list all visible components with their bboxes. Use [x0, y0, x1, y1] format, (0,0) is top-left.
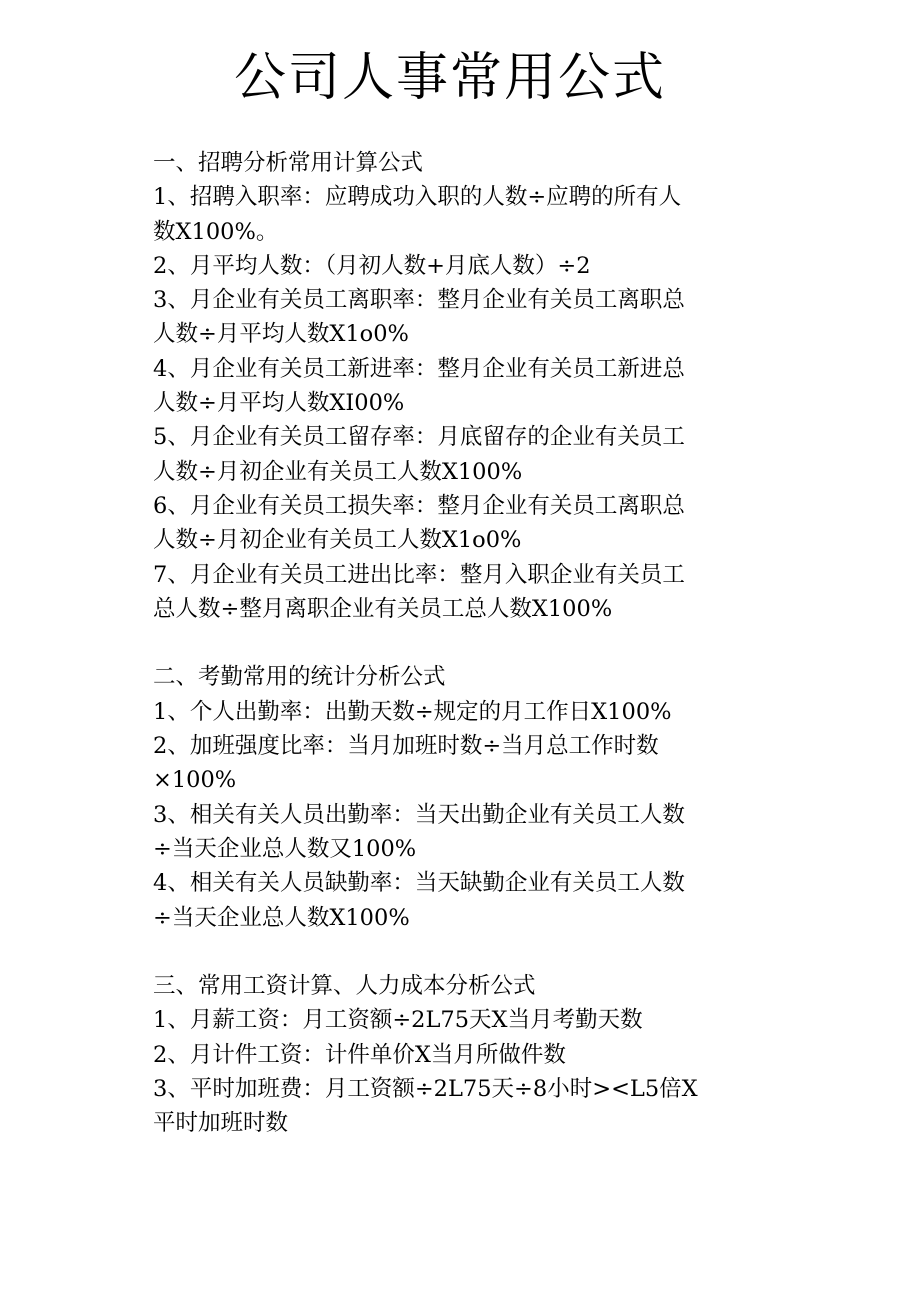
section-1-line-9: 人数÷月初企业有关员工人数X100% — [153, 458, 523, 485]
section-1-line-7: 人数÷月平均人数XI00% — [153, 390, 405, 417]
section-3-line-1: 1、月薪工资：月工资额÷2L75天X当月考勤天数 — [153, 1007, 643, 1034]
section-2-line-2: 2、加班强度比率：当月加班时数÷当月总工作时数 — [153, 733, 659, 760]
section-3-line-2: 2、月计件工资：计件单价X当月所做件数 — [153, 1041, 566, 1068]
section-2-heading: 二、考勤常用的统计分析公式 — [153, 664, 446, 691]
section-1-line-13: 总人数÷整月离职企业有关员工总人数X100% — [153, 595, 613, 622]
section-1-line-12: 7、月企业有关员工进出比率：整月入职企业有关员工 — [153, 561, 685, 588]
section-2-line-5: ÷当天企业总人数又100% — [153, 835, 417, 862]
section-3-line-3: 3、平时加班费：月工资额÷2L75天÷8小时><L5倍X — [153, 1076, 698, 1103]
section-1-line-11: 人数÷月初企业有关员工人数X1o0% — [153, 527, 522, 554]
section-1-line-1: 1、招聘入职率：应聘成功入职的人数÷应聘的所有人 — [153, 184, 682, 211]
document-body — [153, 146, 743, 1141]
section-2-line-1: 1、个人出勤率：出勤天数÷规定的月工作日X100% — [153, 698, 672, 725]
section-2-line-3: ×100% — [153, 767, 237, 794]
document-title: 公司人事常用公式 — [233, 48, 666, 108]
section-3-line-4: 平时加班时数 — [153, 1110, 289, 1137]
section-1-line-3: 2、月平均人数：（月初人数+月底人数）÷2 — [153, 252, 591, 279]
section-spacer — [153, 626, 743, 660]
section-2-line-4: 3、相关有关人员出勤率：当天出勤企业有关员工人数 — [153, 801, 685, 828]
section-1-line-8: 5、月企业有关员工留存率：月底留存的企业有关员工 — [153, 424, 685, 451]
section-1-line-2: 数X100%。 — [153, 218, 279, 245]
section-1-line-6: 4、月企业有关员工新进率：整月企业有关员工新进总 — [153, 355, 685, 382]
section-spacer — [153, 935, 743, 969]
section-2-line-6: 4、相关有关人员缺勤率：当天缺勤企业有关员工人数 — [153, 870, 685, 897]
section-1-heading: 一、招聘分析常用计算公式 — [153, 150, 424, 176]
section-1-line-10: 6、月企业有关员工损失率：整月企业有关员工离职总 — [153, 492, 685, 519]
section-2-line-7: ÷当天企业总人数X100% — [153, 904, 410, 931]
section-1-line-4: 3、月企业有关员工离职率：整月企业有关员工离职总 — [153, 287, 685, 314]
section-1-line-5: 人数÷月平均人数X1o0% — [153, 321, 409, 348]
section-3-heading: 三、常用工资计算、人力成本分析公式 — [153, 973, 536, 1000]
